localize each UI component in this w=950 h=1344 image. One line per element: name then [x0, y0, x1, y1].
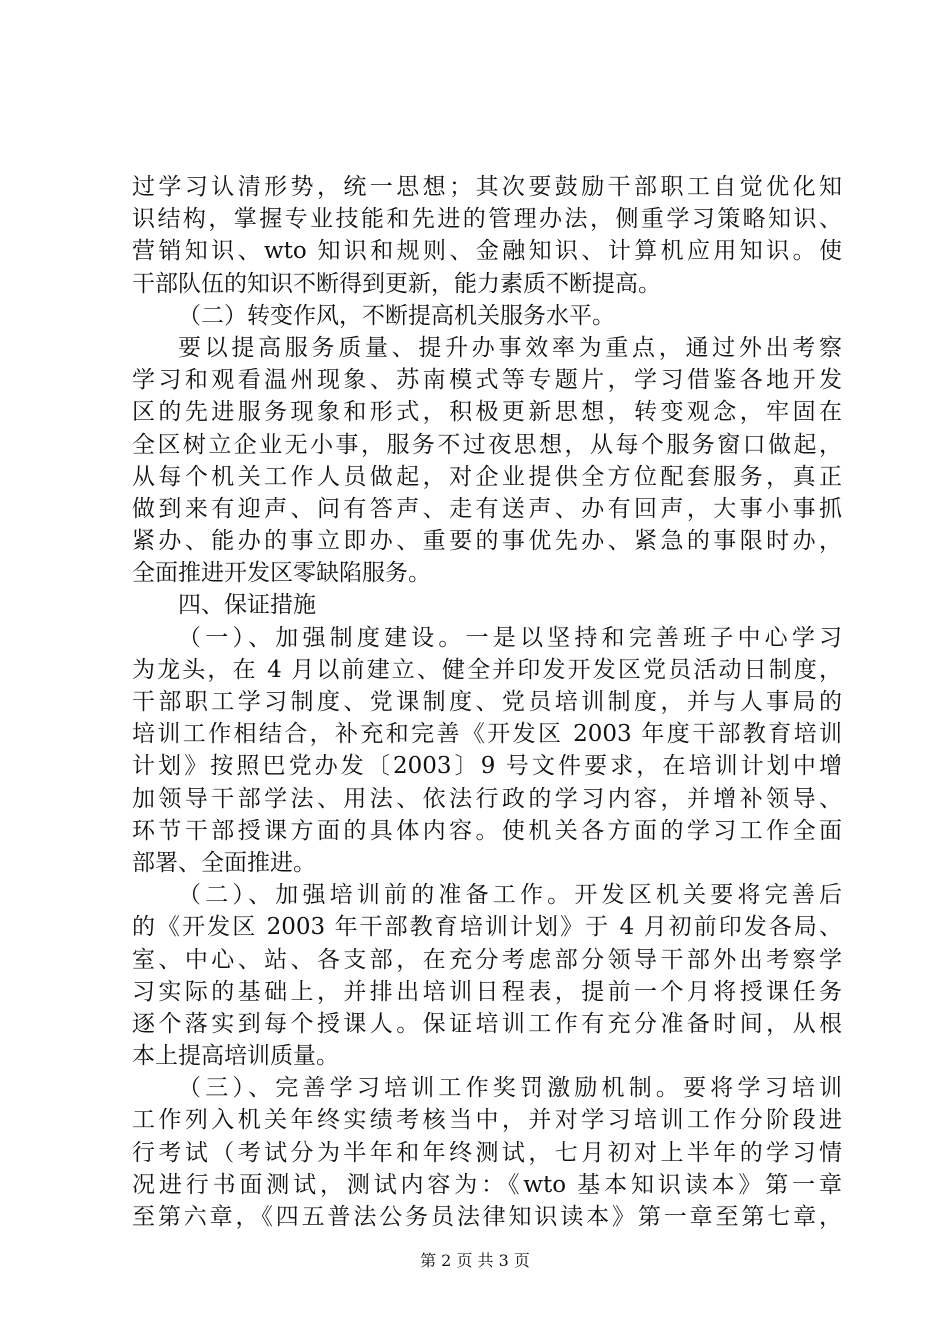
text-line: 工作列入机关年终实绩考核当中，并对学习培训工作分阶段进: [132, 1107, 842, 1134]
text-line: 干部职工学习制度、党课制度、党员培训制度，并与人事局的: [132, 689, 842, 715]
document-body: [132, 171, 842, 1233]
text-line: 紧办、能办的事立即办、重要的事优先办、紧急的事限时办，: [132, 528, 842, 555]
text-line: 学习和观看温州现象、苏南模式等专题片，学习借鉴各地开发: [132, 367, 842, 394]
text-line: 部署、全面推进。: [132, 849, 316, 876]
text-line: 为龙头，在 4 月以前建立、健全并印发开发区党员活动日制度，: [132, 656, 842, 683]
text-line: 室、中心、站、各支部，在充分考虑部分领导干部外出考察学: [132, 946, 842, 973]
text-line: 做到来有迎声、问有答声、走有送声、办有回声，大事小事抓: [132, 495, 842, 522]
text-line: 计划》按照巴党办发〔2003〕9 号文件要求，在培训计划中增: [132, 753, 842, 780]
text-line: 培训工作相结合，补充和完善《开发区 2003 年度干部教育培训: [132, 721, 842, 748]
text-line: 至第六章，《四五普法公务员法律知识读本》第一章至第七章，: [132, 1204, 842, 1230]
text-line: 环节干部授课方面的具体内容。使机关各方面的学习工作全面: [132, 817, 842, 844]
text-line: （三）、完善学习培训工作奖罚激励机制。要将学习培训: [178, 1075, 842, 1102]
text-line: 干部队伍的知识不断得到更新，能力素质不断提高。: [132, 270, 661, 297]
text-line: 区的先进服务现象和形式，积极更新思想，转变观念，牢固在: [132, 399, 842, 426]
text-line: 的《开发区 2003 年干部教育培训计划》于 4 月初前印发各局、: [132, 914, 842, 941]
text-line: 逐个落实到每个授课人。保证培训工作有充分准备时间，从根: [132, 1010, 842, 1037]
page-footer: 第 2 页 共 3 页: [420, 1251, 530, 1270]
text-line: 营销知识、wto 知识和规则、金融知识、计算机应用知识。使: [132, 238, 842, 265]
text-line: 全区树立企业无小事，服务不过夜思想，从每个服务窗口做起，: [132, 431, 842, 458]
text-line: 加领导干部学法、用法、依法行政的学习内容，并增补领导、: [132, 785, 842, 812]
text-line: 况进行书面测试，测试内容为：《wto 基本知识读本》第一章: [132, 1171, 842, 1198]
text-line: 识结构，掌握专业技能和先进的管理办法，侧重学习策略知识、: [132, 206, 842, 233]
text-line: （一）、加强制度建设。一是以坚持和完善班子中心学习: [178, 624, 842, 651]
text-line: （二）、加强培训前的准备工作。开发区机关要将完善后: [178, 882, 842, 909]
text-line: （二）转变作风，不断提高机关服务水平。: [178, 302, 615, 329]
text-line: 本上提高培训质量。: [132, 1043, 339, 1070]
text-line: 要以提高服务质量、提升办事效率为重点，通过外出考察: [178, 334, 842, 361]
text-line: 行考试（考试分为半年和年终测试，七月初对上半年的学习情: [132, 1139, 842, 1166]
text-line: 习实际的基础上，并排出培训日程表，提前一个月将授课任务: [132, 978, 842, 1005]
text-line: 过学习认清形势，统一思想；其次要鼓励干部职工自觉优化知: [132, 174, 842, 200]
text-line: 从每个机关工作人员做起，对企业提供全方位配套服务，真正: [132, 463, 842, 490]
text-line: 全面推进开发区零缺陷服务。: [132, 560, 431, 587]
text-line: 四、保证措施: [178, 592, 316, 619]
